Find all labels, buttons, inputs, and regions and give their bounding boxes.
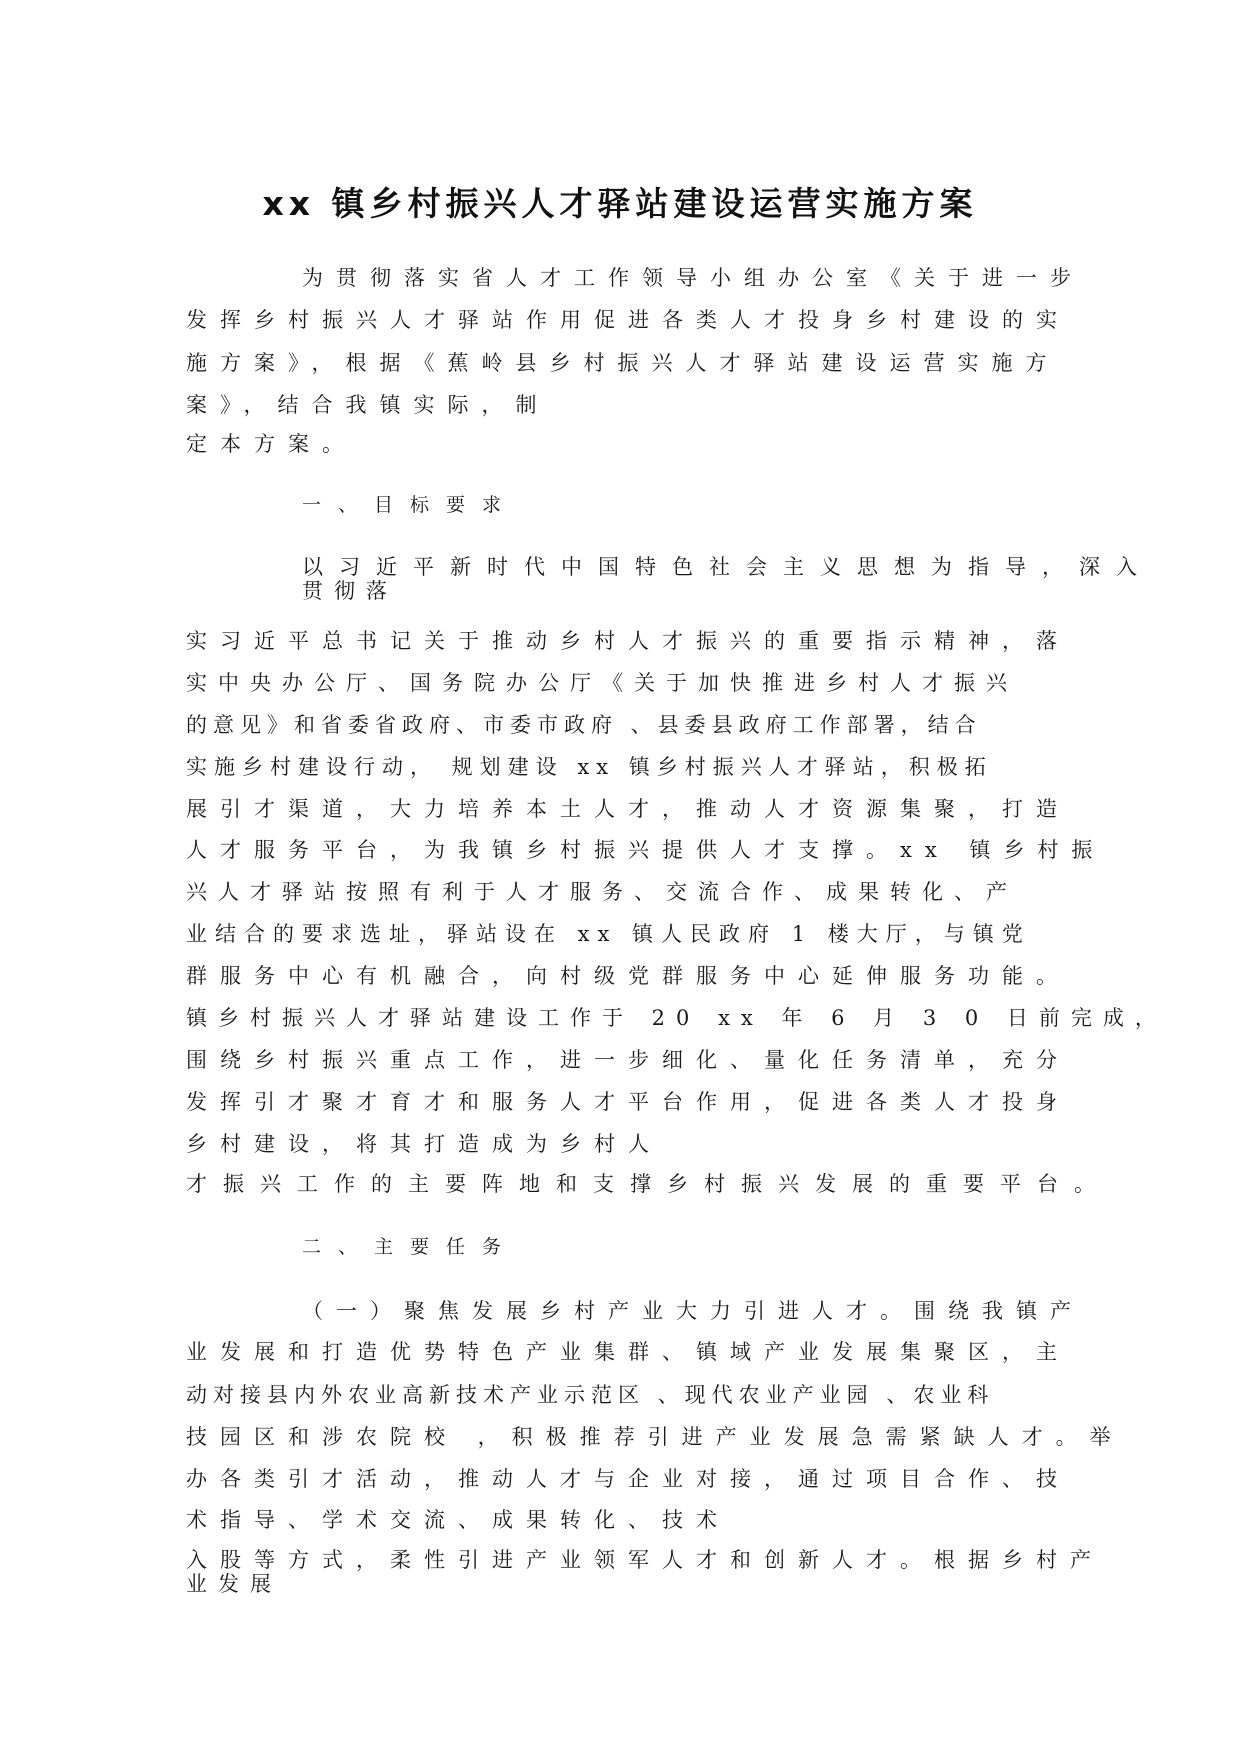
paragraph-line: 实施乡村建设行动， 规划建设 xx 镇乡村振兴人才驿站，积极拓 — [186, 755, 993, 779]
paragraph-line: 技园区和涉农院校 ，积极推荐引进产业发展急需紧缺人才。举 — [186, 1425, 1124, 1449]
paragraph-line: 镇乡村振兴人才驿站建设工作于 20 xx 年 6 月 3 0 日前完成， — [186, 1006, 1167, 1030]
paragraph-line: 才振兴工作的主要阵地和支撑乡村振兴发展的重要平台。 — [186, 1172, 1111, 1196]
paragraph-line: 动对接县内外农业高新技术产业示范区 、现代农业产业园 、农业科 — [186, 1383, 995, 1407]
paragraph-line: 术指导、学术交流、成果转化、技术 — [186, 1508, 730, 1532]
document-title: xx 镇乡村振兴人才驿站建设运营实施方案 — [262, 184, 978, 223]
paragraph-line: 发挥乡村振兴人才驿站作用促进各类人才投身乡村建设的实 — [186, 308, 1070, 332]
paragraph-line: 业发展和打造优势特色产业集群、镇域产业发展集聚区，主 — [186, 1340, 1070, 1364]
paragraph-line: 为贯彻落实省人才工作领导小组办公室《关于进一步 — [302, 266, 1084, 290]
paragraph-line: 围绕乡村振兴重点工作，进一步细化、量化任务清单，充分 — [186, 1048, 1070, 1072]
paragraph-line: 案》，结合我镇实际，制 — [186, 393, 550, 417]
paragraph-line: 贯彻落 — [302, 579, 398, 603]
paragraph-line: 的意见》和省委省政府、市委市政府 、县委县政府工作部署，结合 — [186, 713, 982, 737]
paragraph-line: 入股等方式，柔性引进产业领军人才和创新人才。根据乡村产 — [186, 1548, 1104, 1572]
paragraph-line: 兴人才驿站按照有利于人才服务、交流合作、成果转化、产 — [186, 880, 1018, 904]
paragraph-line: 展引才渠道，大力培养本土人才，推动人才资源集聚，打造 — [186, 797, 1070, 821]
paragraph-line: 业结合的要求选址，驿站设在 xx 镇人民政府 1 楼大厅，与镇党 — [186, 922, 1031, 946]
paragraph-line: 定本方案。 — [186, 432, 356, 456]
section-heading: 二、主要任务 — [302, 1236, 519, 1258]
paragraph-line: 群服务中心有机融合，向村级党群服务中心延伸服务功能。 — [186, 964, 1070, 988]
paragraph-line: 实中央办公厅、国务院办公厅《关于加快推进乡村人才振兴 — [186, 671, 1018, 695]
paragraph-line: 施方案》，根据《蕉岭县乡村振兴人才驿站建设运营实施方 — [186, 351, 1060, 375]
paragraph-line: 人才服务平台，为我镇乡村振兴提供人才支撑。xx 镇乡村振 — [186, 838, 1106, 862]
paragraph-line: 业发展 — [186, 1572, 282, 1596]
paragraph-line: 办各类引才活动，推动人才与企业对接，通过项目合作、技 — [186, 1467, 1070, 1491]
paragraph-line: （一）聚焦发展乡村产业大力引进人才。围绕我镇产 — [302, 1299, 1084, 1323]
paragraph-line: 以习近平新时代中国特色社会主义思想为指导，深入 — [302, 555, 1153, 579]
paragraph-line: 乡村建设，将其打造成为乡村人 — [186, 1132, 662, 1156]
section-heading: 一、目标要求 — [302, 494, 519, 516]
paragraph-line: 发挥引才聚才育才和服务人才平台作用，促进各类人才投身 — [186, 1090, 1070, 1114]
paragraph-line: 实习近平总书记关于推动乡村人才振兴的重要指示精神，落 — [186, 629, 1070, 653]
